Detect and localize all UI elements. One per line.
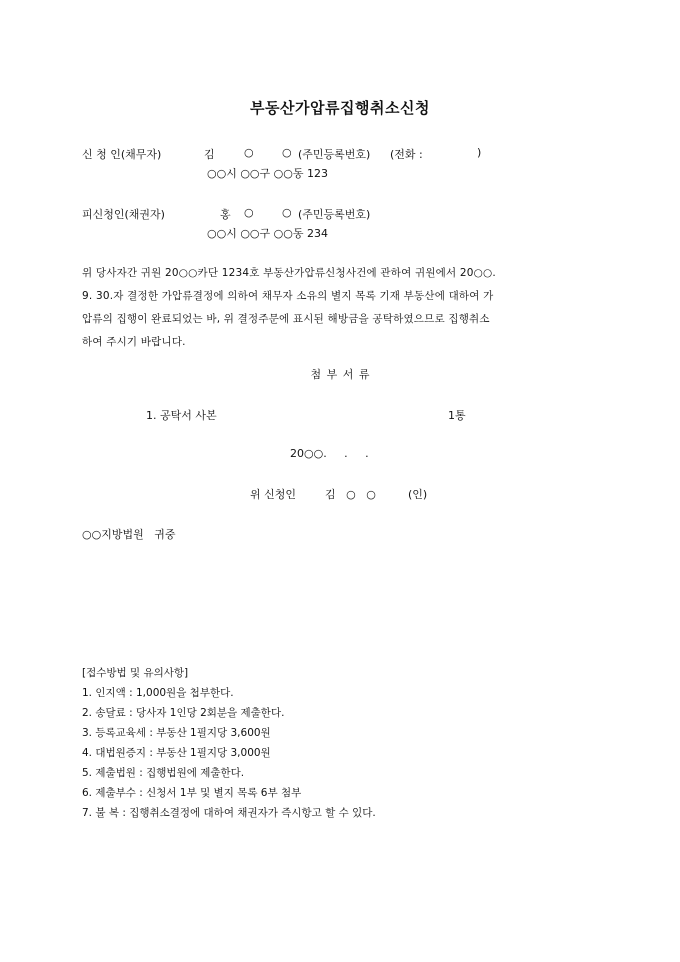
respondent-label: 피신청인(채권자): [82, 208, 165, 221]
note-item: 2. 송달료 : 당사자 1인당 2회분을 제출한다.: [82, 707, 285, 719]
notes-section: [82, 663, 376, 823]
signature-prefix: 위 신청인: [250, 488, 297, 501]
court-name: ○○지방법원 귀중: [82, 528, 176, 541]
applicant-address: ○○시 ○○구 ○○동 123: [207, 167, 328, 180]
attachments-heading: 첨 부 서 류: [310, 368, 370, 381]
signature-seal: (인): [408, 488, 428, 501]
body-line: 하여 주시기 바랍니다.: [82, 336, 186, 348]
applicant-name-mark-2: ○: [282, 146, 292, 159]
note-item: 1. 인지액 : 1,000원을 첩부한다.: [82, 687, 234, 699]
document-date: 20○○. . .: [290, 447, 369, 460]
applicant-name-mark-1: ○: [244, 146, 254, 159]
respondent-surname: 홍: [220, 208, 231, 221]
applicant-phone-close: ): [477, 146, 482, 159]
applicant-id-label: (주민등록번호): [298, 148, 371, 161]
note-item: 4. 대법원증지 : 부동산 1필지당 3,000원: [82, 747, 271, 759]
body-line: 9. 30.자 결정한 가압류결정에 의하여 채무자 소유의 별지 목록 기재 부동산에 대하여 가: [82, 290, 494, 302]
respondent-id-label: (주민등록번호): [298, 208, 371, 221]
respondent-name-mark-1: ○: [244, 206, 254, 219]
notes-heading: [접수방법 및 유의사항]: [82, 667, 189, 679]
note-item: 5. 제출법원 : 집행법원에 제출한다.: [82, 767, 245, 779]
body-line: 위 당사자간 귀원 20○○카단 1234호 부동산가압류신청사건에 관하여 귀원에서 20○○.: [82, 267, 496, 279]
note-item: 6. 제출부수 : 신청서 1부 및 별지 목록 6부 첨부: [82, 787, 302, 799]
applicant-label: 신 청 인(채무자): [82, 148, 162, 161]
document-title: 부동산가압류집행취소신청: [250, 99, 430, 117]
respondent-address: ○○시 ○○구 ○○동 234: [207, 227, 328, 240]
body-line: 압류의 집행이 완료되었는 바, 위 결정주문에 표시된 해방금을 공탁하였으므로 집행취소: [82, 313, 490, 325]
note-item: 7. 불 복 : 집행취소결정에 대하여 채권자가 즉시항고 할 수 있다.: [82, 807, 376, 819]
applicant-surname: 김: [204, 148, 215, 161]
attachment-item: 1. 공탁서 사본: [146, 409, 217, 422]
body-paragraph: [82, 262, 602, 354]
attachment-count: 1통: [448, 409, 466, 422]
signature-name: 김 ○ ○: [325, 488, 376, 501]
applicant-phone-label: (전화 :: [390, 148, 423, 161]
respondent-name-mark-2: ○: [282, 206, 292, 219]
note-item: 3. 등록교육세 : 부동산 1필지당 3,600원: [82, 727, 271, 739]
